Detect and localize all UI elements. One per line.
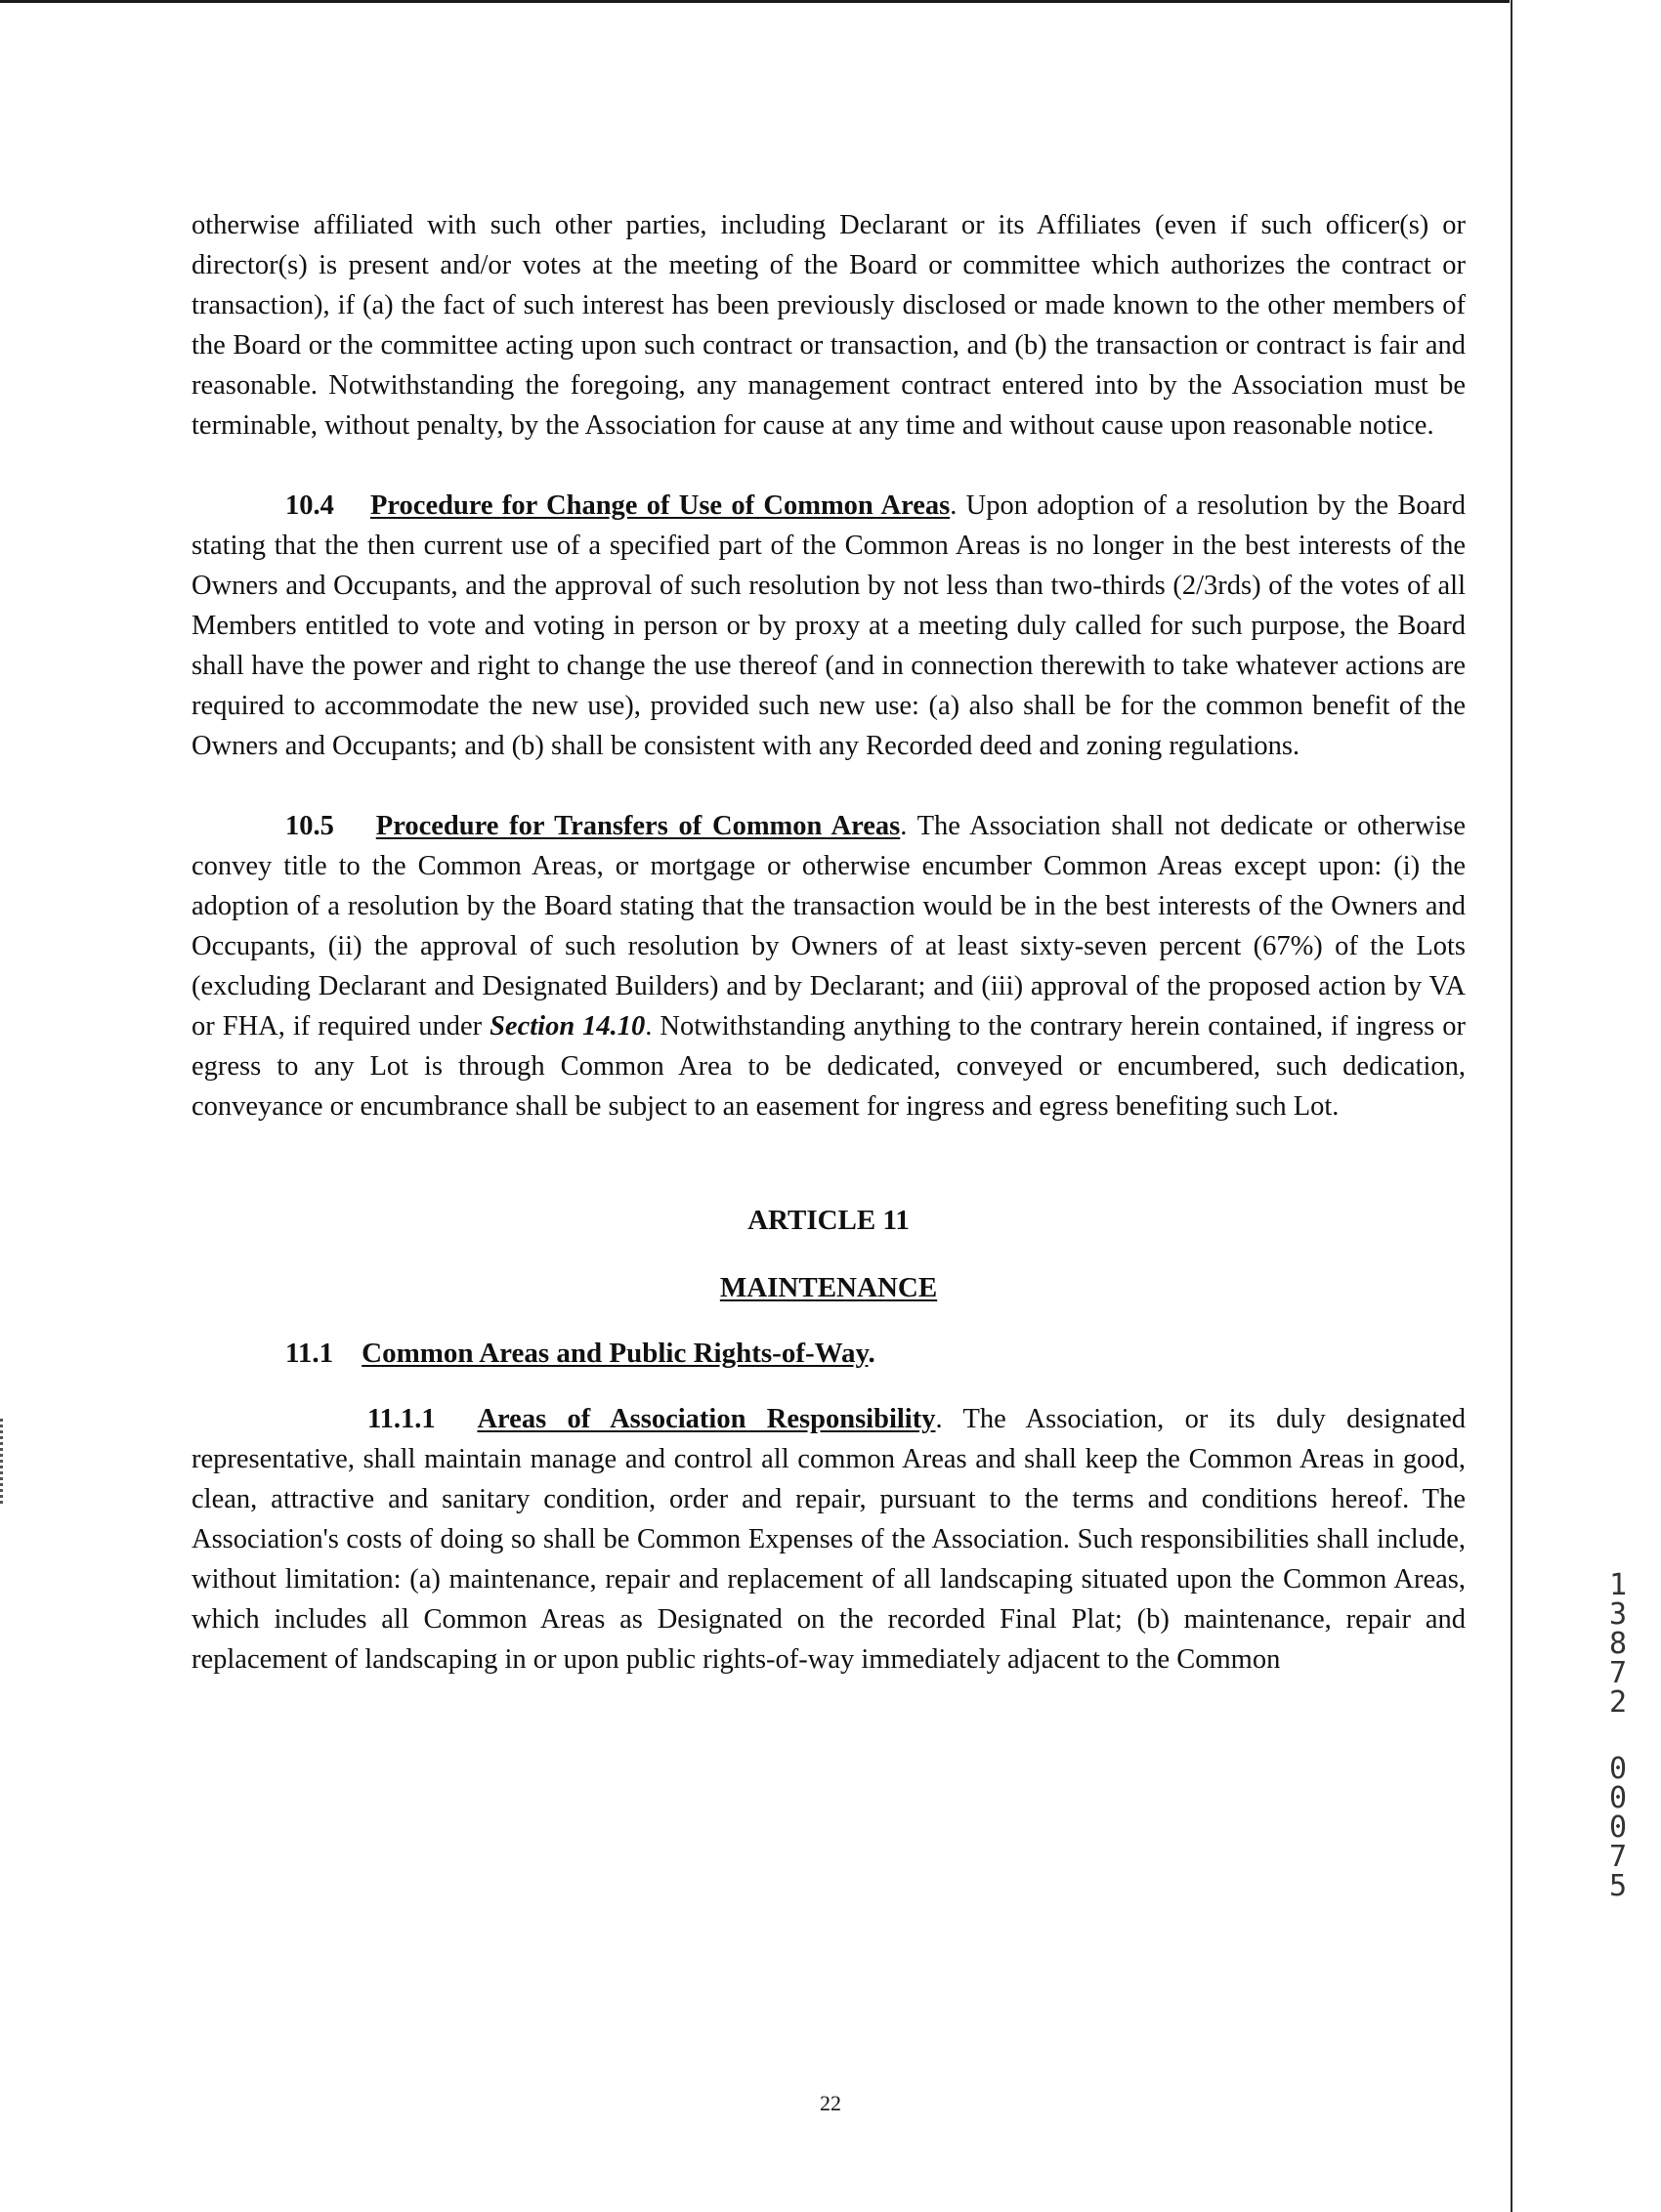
article-number: ARTICLE 11 (747, 1205, 910, 1236)
section-body: . The Association shall not dedicate or otherwise convey title to the Common Areas, or mortgage or otherwise encumber Common Areas except upon: (i) the adoption of a resolution by the Board stating that the transaction would be in the best interests of the Owners and Occupants, (ii) the approval of such resolution by Owners of at least sixty-seven percent (67%) of the Lots (excluding Declarant and Designated Builders) and by Declarant; and (iii) approval of the proposed action by VA or FHA, if required under (192, 811, 1466, 1042)
section-title: Procedure for Change of Use of Common Areas (370, 490, 951, 521)
section-body-continued: . Notwithstanding anything to the contrary herein contained, if ingress or egress to any Lot is through Common Area to be dedicated, conveyed or encumbered, such dedication, conveyance or encumbrance shall be subject to an easement for ingress and egress benefiting such Lot. (192, 1011, 1466, 1122)
document-body (192, 205, 1466, 1680)
spacer (192, 1304, 1466, 1338)
section-number: 10.4 (285, 490, 334, 521)
section-number: 10.5 (285, 811, 334, 841)
left-edge-scan-mark (0, 1419, 3, 1507)
stamp-digit: 0 (1608, 1781, 1628, 1815)
section-body: . Upon adoption of a resolution by the Board stating that the then current use of a specified part of the Common Areas is no longer in the best interests of the Owners and Occupants, and the approval of such resolution by not less than two-thirds (2/3rds) of the votes of all Members entitled to vote and voting in person or by proxy at a meeting duly called for such purpose, the Board shall have the power and right to change the use thereof (and in connection therewith to take whatever actions are required to accommodate the new use), provided such new use: (a) also shall be for the common benefit of the Owners and Occupants; and (b) shall be consistent with any Recorded deed and zoning regulations. (192, 490, 1466, 761)
section-11-1-1 (192, 1399, 1466, 1680)
section-body: . The Association, or its duly designated representative, shall maintain manage and control all common Areas and shall keep the Common Areas in good, clean, attractive and sanitary condition, order and repair, pursuant to the terms and conditions hereof. The Association's costs of doing so shall be Common Expenses of the Association. Such responsibilities shall include, without limitation: (a) maintenance, repair and replacement of all landscaping situated upon the Common Areas, which includes all Common Areas as Designated on the recorded Final Plat; (b) maintenance, repair and replacement of landscaping in or upon public rights-of-way immediately adjacent to the Common (192, 1404, 1466, 1675)
spacer (192, 446, 1466, 486)
stamp-digit: 3 (1608, 1597, 1628, 1632)
article-title: MAINTENANCE (719, 1272, 938, 1303)
section-10-4 (192, 486, 1466, 766)
section-11-1-heading (192, 1338, 1466, 1370)
heading-period: . (868, 1338, 875, 1369)
continuation-paragraph (192, 205, 1466, 446)
spacer (192, 766, 1466, 806)
section-reference: Section 14.10 (490, 1011, 646, 1042)
stamp-digit: 0 (1608, 1810, 1628, 1845)
spacer (192, 1127, 1466, 1205)
spacer (192, 1370, 1466, 1399)
page-number: 22 (820, 2091, 841, 2115)
section-number: 11.1.1 (367, 1404, 436, 1434)
stamp-digit: 7 (1608, 1656, 1628, 1690)
section-10-5 (192, 806, 1466, 1127)
stamp-digit: 2 (1608, 1685, 1628, 1720)
top-border-line (0, 0, 1510, 3)
stamp-digit: 1 (1608, 1568, 1628, 1602)
section-title: Procedure for Transfers of Common Areas (375, 811, 901, 841)
section-title: Common Areas and Public Rights-of-Way (362, 1338, 869, 1369)
spacer (192, 1237, 1466, 1272)
continuation-text: otherwise affiliated with such other parties, including Declarant or its Affiliates (even if such officer(s) or director(s) is present and/or votes at the meeting of the Board or committee which authorizes the contract or transaction), if (a) the fact of such interest has been previously disclosed or made known to the other members of the Board or the committee acting upon such contract or transaction, and (b) the transaction or contract is fair and reasonable. Notwithstanding the foregoing, any management contract entered into by the Association must be terminable, without penalty, by the Association for cause at any time and without cause upon reasonable notice. (192, 210, 1466, 441)
stamp-gap (1602, 1718, 1634, 1755)
stamp-digit: 5 (1608, 1869, 1628, 1903)
stamp-digit: 7 (1608, 1840, 1628, 1874)
recording-stamp (1602, 1568, 1634, 1903)
section-number: 11.1 (285, 1338, 334, 1369)
right-border-line (1511, 0, 1512, 2212)
stamp-digit: 0 (1608, 1752, 1628, 1786)
section-title: Areas of Association Responsibility (477, 1404, 936, 1434)
stamp-digit: 8 (1608, 1627, 1628, 1661)
